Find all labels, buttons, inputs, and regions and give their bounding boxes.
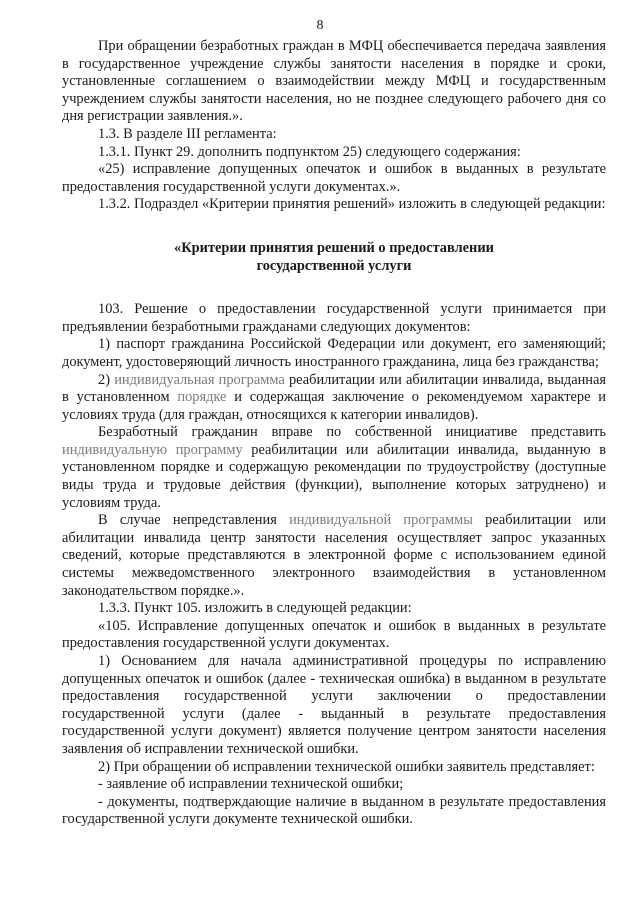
text-run: - заявление об исправлении технической ошибки; [98, 776, 404, 793]
text-run: 2) [98, 371, 115, 388]
text-run: 2) При обращении об исправлении технической ошибки заявитель представляет: [98, 758, 595, 775]
paragraph-p103_1 [62, 336, 606, 371]
text-run: «105. Исправление допущенных опечаток и ошибок в выданных в результате предоставления государственной услуги документах. [62, 617, 606, 652]
text-run: При обращении безработных граждан в МФЦ обеспечивается передача заявления в государственное учреждение службы занятости населения в порядке и сроки, установленные соглашением о взаимодействии между МФЦ и государственным учреждением службы занятости населения, но не позднее следующего рабочего дня со дня регистрации заявления.». [62, 38, 606, 125]
text-run: реабилитации или абилитации инвалида, выданная в установленном [62, 371, 606, 406]
section-title-line-2: государственной услуги [256, 257, 412, 274]
text-run: 1.3.2. Подраздел «Критерии принятия решений» изложить в следующей редакции: [98, 196, 606, 213]
paragraph-p103 [62, 301, 606, 336]
intro-section [62, 38, 606, 214]
text-run: - документы, подтверждающие наличие в выданном в результате предоставления государственной услуги документе технической ошибки. [62, 793, 606, 828]
text-run: и содержащая заключение о рекомендуемом характере и условиях труда (для граждан, относящихся к категории инвалидов). [62, 389, 606, 423]
paragraph-p105_2a [62, 776, 606, 794]
paragraph-p_absent [62, 512, 606, 600]
text-run: 1.3. В разделе III регламента: [98, 125, 277, 142]
text-run: реабилитации или абилитации инвалида, выданную в установленном порядке и содержащую рекомендации по трудоустройству (доступные виды труда и трудовые действия (функции), выполнение которых затруднено) и условиям труда. [62, 441, 606, 511]
paragraph-p105 [62, 618, 606, 653]
faint-text: индивидуальная программа [114, 371, 285, 388]
text-run: 1) Основанием для начала административной процедуры по исправлению допущенных опечаток и ошибок (далее - техническая ошибка) в выданном в результате предоставления государственной услуги заключении о предоставлении государственной услуги (далее - выданный в результате предоставления государственной услуги документ) является получение центром занятости населения заявления об исправлении технической ошибки. [62, 653, 606, 757]
text-run: 103. Решение о предоставлении государственной услуги принимается при предъявлении безработными гражданами следующих документов: [62, 301, 606, 335]
text-run: «25) исправление допущенных опечаток и ошибок в выданных в результате предоставления государственной услуги документах.». [62, 161, 606, 195]
paragraph-p105_1 [62, 653, 606, 759]
paragraph-p105_2b [62, 794, 606, 829]
paragraph-p1_3_2 [62, 196, 606, 214]
faint-text: порядке [177, 389, 227, 406]
paragraph-p1_3_3 [62, 600, 606, 618]
text-run: Безработный гражданин вправе по собственной инициативе представить [98, 424, 606, 441]
body-section [62, 301, 606, 829]
paragraph-p1_3_1 [62, 144, 606, 162]
paragraph-p105_2 [62, 759, 606, 777]
text-run: 1) паспорт гражданина Российской Федерации или документ, его заменяющий; документ, удостоверяющий личность иностранного гражданина, лица без гражданства; [62, 336, 606, 370]
faint-text: индивидуальной программы [289, 512, 473, 529]
document-content [62, 38, 606, 829]
paragraph-p1_3 [62, 126, 606, 144]
paragraph-p_right [62, 424, 606, 512]
paragraph-mfc [62, 38, 606, 126]
paragraph-p25 [62, 161, 606, 196]
paragraph-p103_2 [62, 372, 606, 425]
text-run: В случае непредставления [98, 512, 290, 529]
section-title-line-1: «Критерии принятия решений о предоставлении [174, 239, 494, 256]
page-number: 8 [316, 18, 324, 33]
text-run: 1.3.3. Пункт 105. изложить в следующей редакции: [98, 600, 412, 617]
text-run: реабилитации или абилитации инвалида центр занятости населения осуществляет запрос указанных сведений, которые представляются в электронной форме с использованием единой системы межведомственного электронного взаимодействия в установленном законодательством порядке.». [62, 512, 606, 599]
faint-text: индивидуальную программу [62, 441, 243, 458]
text-run: 1.3.1. Пункт 29. дополнить подпунктом 25) следующего содержания: [98, 143, 521, 160]
